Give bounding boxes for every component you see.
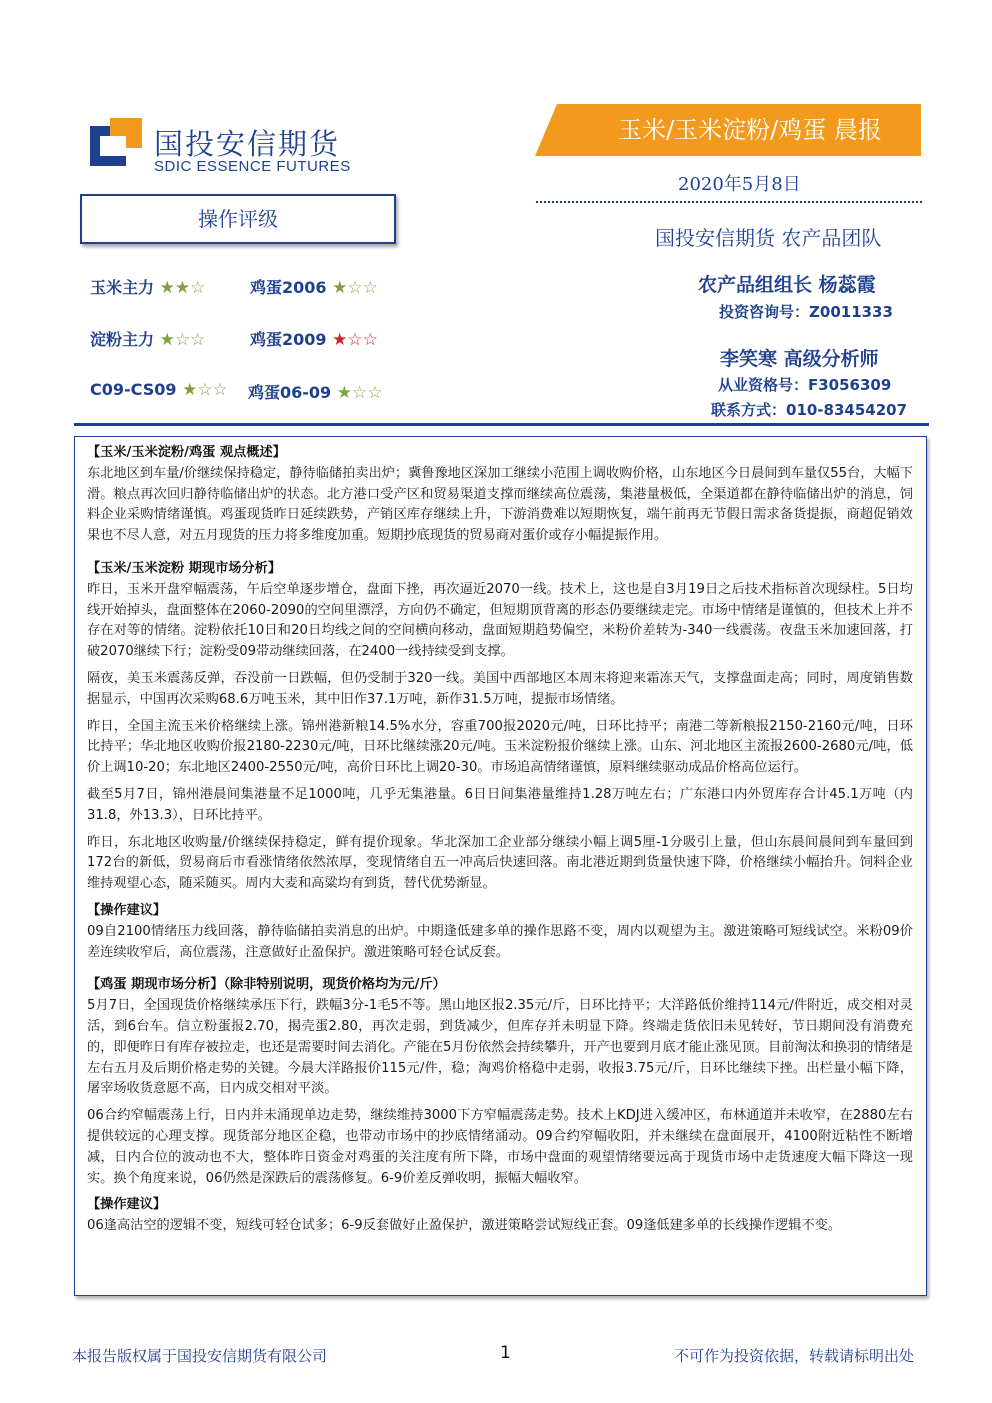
analyst-contact: 联系方式：010-83454207 (711, 401, 908, 419)
rating-stars: ★☆☆ (336, 383, 383, 403)
analyst-qualification: 从业资格号：F3056309 (718, 376, 892, 394)
rating-stars: ★☆☆ (182, 380, 228, 400)
logo-mark-icon (90, 118, 142, 174)
rating-label: 鸡蛋2006 (250, 278, 327, 297)
corn-analysis-paragraph-4: 截至5月7日，锦州港晨间集港量不足1000吨，几乎无集港量。6日日间集港量维持1.28万吨左右；广东港口内外贸库存合计45.1万吨（内31.8，外13.3），日环比持平。 (87, 786, 913, 823)
rating-label: 鸡蛋06-09 (248, 383, 332, 402)
rating-stars: ★★☆ (159, 278, 206, 298)
corn-analysis-paragraph-3: 昨日，全国主流玉米价格继续上涨。锦州港新粮14.5%水分，容重700报2020元/吨，日环比持平；南港二等新粮报2150-2160元/吨，日环比持平；华北地区收购价报2180-2230元/吨，日环比继续涨20元/吨。玉米淀粉报价继续上涨。山东、河北地区主流报2600-2680元/吨，低价上调10-20；东北地区2400-2550元/吨，高价日环比上调20-30。市场追高情绪谨慎，原料继续驱动成品价格高位运行。 (87, 718, 913, 776)
team-name: 国投安信期货 农产品团队 (655, 226, 882, 250)
egg-advice-paragraph: 06逢高沽空的逻辑不变，短线可轻仓试多；6-9反套做好止盈保护，激进策略尝试短线正套。09逢低建多单的长线操作逻辑不变。 (87, 1218, 842, 1234)
section-title-egg-analysis: 【鸡蛋 期现市场分析】（除非特别说明，现货价格均为元/斤） (87, 977, 446, 993)
report-title-banner (535, 104, 921, 156)
rating-stars: ★☆☆ (159, 330, 206, 350)
section-title-corn-advice: 【操作建议】 (87, 902, 167, 918)
overview-paragraph: 东北地区到车量/价继续保持稳定，静待临储拍卖出炉；冀鲁豫地区深加工继续小范围上调收购价格，山东地区今日晨间到车量仅55台，大幅下滑。粮点再次回归静待临储出炉的状态。北方港口受产区和贸易渠道支撑而继续高位震荡，集港量极低，全渠道都在静待临储出炉的消息，饲料企业采购情绪谨慎。鸡蛋现货昨日延续跌势，产销区库存继续上升，下游消费难以短期恢复，端午前再无节假日需求备货提振，商超促销效果也不尽人意，对五月现货的压力将多维度加重。短期抄底现货的贸易商对蛋价或存小幅提振作用。 (87, 465, 913, 544)
rating-title: 操作评级 (198, 207, 278, 231)
senior-analyst: 李笑寒 高级分析师 (720, 348, 879, 370)
dotted-divider (536, 201, 922, 203)
group-leader: 农产品组组长 杨蕊霞 (698, 274, 876, 296)
rating-egg-2006 (250, 275, 378, 298)
section-title-egg-advice: 【操作建议】 (87, 1197, 167, 1213)
rating-starch-main (90, 327, 205, 350)
logo-english-name: SDIC ESSENCE FUTURES (154, 158, 351, 175)
footer-copyright: 本报告版权属于国投安信期货有限公司 (72, 1347, 328, 1365)
header-divider (74, 423, 929, 426)
rating-corn-main (90, 275, 205, 298)
rating-stars: ★☆☆ (332, 330, 378, 350)
rating-label: 淀粉主力 (90, 330, 155, 349)
report-title: 玉米/玉米淀粉/鸡蛋 晨报 (618, 116, 882, 144)
footer-disclaimer: 不可作为投资依据，转载请标明出处 (674, 1347, 915, 1365)
corn-analysis-paragraph-1: 昨日，玉米开盘窄幅震荡，午后空单逐步增仓，盘面下挫，再次逼近2070一线。技术上，这也是自3月19日之后技术指标首次现绿柱。5日均线开始掉头，盘面整体在2060-2090的空间里漂浮，方向仍不确定，但短期顶背离的形态仍要继续走完。市场中情绪是谨慎的，但技术上并不存在对等的情绪。淀粉依托10日和20日均线之间的空间横向移动，盘面短期趋势偏空，米粉价差转为-340一线震荡。夜盘玉米加速回落，打破2070继续下行；淀粉受09带动继续回落，在2400一线持续受到支撑。 (87, 581, 913, 660)
report-date: 2020年5月8日 (678, 174, 801, 195)
rating-egg-06-09 (248, 380, 383, 403)
report-body (87, 443, 913, 1243)
rating-c09-cs09 (90, 380, 228, 400)
rating-stars: ★☆☆ (332, 278, 378, 298)
corn-advice-paragraph: 09自2100情绪压力线回落，静待临储拍卖消息的出炉。中期逢低建多单的操作思路不变，周内以观望为主。激进策略可短线试空。米粉09价差连续收窄后，高位震荡，注意做好止盈保护。激进策略可轻仓试反套。 (87, 923, 913, 960)
section-title-overview: 【玉米/玉米淀粉/鸡蛋 观点概述】 (87, 445, 286, 460)
corn-analysis-paragraph-5: 昨日，东北地区收购量/价继续保持稳定，鲜有提价现象。华北深加工企业部分继续小幅上调5厘-1分吸引上量，但山东晨间晨间到车量回到172台的新低，贸易商后市看涨情绪依然浓厚，变现情绪自五一冲高后快速回落。南北港近期到货量快速下降，价格继续小幅抬升。饲料企业维持观望心态，随采随买。周内大麦和高粱均有到货，替代优势渐显。 (87, 834, 913, 892)
rating-label: 玉米主力 (90, 278, 155, 297)
page-number: 1 (500, 1343, 511, 1363)
rating-label: 鸡蛋2009 (250, 330, 327, 349)
egg-analysis-paragraph-2: 06合约窄幅震荡上行，日内并未涌现单边走势，继续维持3000下方窄幅震荡走势。技术上KDJ进入缓冲区，布林通道并未收窄，在2880左右提供较远的心理支撑。现货部分地区企稳，也带动市场中的抄底情绪涌动。09合约窄幅收阳，并未继续在盘面展开，4100附近粘性不断增减，日内合位的波动也不大，整体昨日资金对鸡蛋的关注度有所下降，市场中盘面的观望情绪要远高于现货市场中走货速度大幅下降这一现实。换个角度来说，06仍然是深跌后的震荡修复。6-9价差反弹收明，振幅大幅收窄。 (87, 1108, 913, 1186)
company-logo (90, 118, 360, 180)
corn-analysis-paragraph-2: 隔夜，美玉米震荡反弹，吞没前一日跌幅，但仍受制于320一线。美国中西部地区本周末将迎来霜冻天气，支撑盘面走高；同时，周度销售数据显示，中国再次采购68.6万吨玉米，其中旧作37.1万吨，新作31.5万吨，提振市场情绪。 (87, 670, 913, 707)
logo-chinese-name: 国投安信期货 (154, 127, 341, 161)
report-body-box (74, 436, 927, 1296)
rating-egg-2009 (250, 327, 378, 350)
rating-header-box (80, 194, 396, 244)
rating-label: C09-CS09 (90, 380, 177, 399)
egg-analysis-paragraph-1: 5月7日，全国现货价格继续承压下行，跌幅3分-1毛5不等。黑山地区报2.35元/斤，日环比持平；大洋路低价维持114元/件附近，成交相对灵活，到6台车。信立粉蛋报2.70，揭壳蛋2.80，再次走弱，到货减少，但库存并未明显下降。终端走货依旧未见转好，节日期间没有消费充的，即便昨日有库存被拉走，也还是需要时间去消化。产能在5月份依然会持续攀升，开产也要到月底才能止涨见顶。目前淘汰和换羽的情绪是左右五月及后期价格走势的关键。今晨大洋路报价115元/件，稳；淘鸡价格稳中走弱，收报3.75元/斤，日环比继续下挫。出栏量小幅下降，屠宰场收货意愿不高，日内成交相对平淡。 (87, 998, 914, 1097)
group-leader-license: 投资咨询号：Z0011333 (719, 303, 893, 321)
section-title-corn-analysis: 【玉米/玉米淀粉 期现市场分析】 (87, 560, 282, 576)
